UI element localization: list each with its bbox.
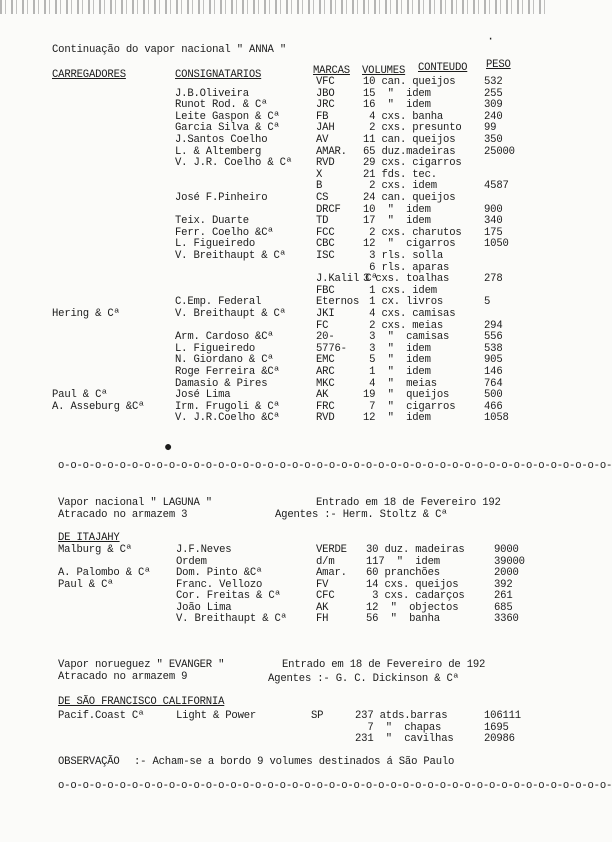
manifest-cell-c3: J.Kalil Cª — [316, 273, 378, 286]
manifest-cell-c4: 1 cx. livros — [363, 296, 444, 309]
col-header-volumes: VOLUMES — [362, 65, 406, 77]
manifest-cell-c3: FBC — [316, 284, 335, 297]
manifest-cell-c2: Garcia Silva & Cª — [175, 122, 280, 135]
laguna-agentes: Agentes :- Herm. Stoltz & Cª — [275, 509, 448, 521]
manifest-cell-c4: 5 " idem — [363, 354, 431, 367]
manifest-cell-c2: V. Breithaupt & Cª — [175, 250, 286, 262]
manifest-cell-c3: ISC — [316, 250, 335, 262]
manifest-cell-c1: A. Palombo & Cª — [58, 567, 151, 579]
manifest-cell-c2: Teix. Duarte — [175, 215, 249, 228]
manifest-cell-c3: JKI — [316, 308, 335, 320]
col-header-consignatarios: CONSIGNATARIOS — [175, 69, 262, 81]
manifest-cell-c4: 65 duz.madeiras — [363, 145, 456, 158]
manifest-cell-c3: DRCF — [316, 203, 341, 216]
manifest-cell-c5: 106111 — [484, 710, 521, 722]
manifest-cell-c4: 12 " idem — [363, 412, 431, 425]
manifest-cell-c4: 30 duz. madeiras — [366, 544, 465, 556]
manifest-cell-c2: Arm. Cardoso &Cª — [175, 331, 274, 344]
manifest-cell-c3: CBC — [316, 238, 335, 251]
manifest-cell-c5: 538 — [484, 342, 503, 355]
manifest-cell-c3: Amar. — [316, 567, 347, 579]
manifest-cell-c4: 7 " chapas — [355, 721, 442, 734]
manifest-cell-c3: TD — [316, 215, 329, 228]
manifest-cell-c1: Paul & Cª — [58, 578, 114, 591]
manifest-cell-c4: 6 rls. aparas — [363, 261, 450, 274]
manifest-cell-c4: 3 cxs. toalhas — [363, 273, 450, 286]
manifest-cell-c2: L. Figueiredo — [175, 342, 256, 355]
manifest-cell-c4: 4 " meias — [363, 377, 437, 390]
manifest-cell-c2: Dom. Pinto &Cª — [176, 567, 263, 579]
laguna-atracado: Atracado no armazem 3 — [58, 509, 188, 521]
manifest-cell-c4: 10 " idem — [363, 203, 431, 216]
manifest-cell-c5: 278 — [484, 273, 503, 286]
manifest-cell-c5: 556 — [484, 331, 503, 344]
manifest-cell-c4: 15 " idem — [363, 87, 431, 100]
page-title: Continuação do vapor nacional " ANNA " — [52, 44, 286, 56]
manifest-cell-c4: 60 pranchões — [366, 567, 440, 579]
manifest-cell-c3: VFC — [316, 76, 335, 88]
manifest-cell-c3: FH — [316, 613, 329, 625]
manifest-cell-c3: ARC — [316, 366, 335, 378]
manifest-cell-c4: 56 " banha — [366, 613, 440, 625]
manifest-cell-c3: RVD — [316, 157, 335, 170]
manifest-cell-c3: CS — [316, 192, 329, 204]
manifest-cell-c4: 1 " idem — [363, 366, 431, 378]
manifest-cell-c4: 24 can. queijos — [363, 192, 456, 204]
manifest-cell-c4: 2 cxs. charutos — [363, 226, 462, 239]
manifest-cell-c2: Ordem — [176, 555, 207, 568]
manifest-cell-c2: Franc. Vellozo — [176, 578, 263, 591]
manifest-cell-c5: 350 — [484, 134, 503, 146]
manifest-cell-c2: Irm. Frugoli & Cª — [175, 400, 280, 413]
manifest-cell-c4: 3 " idem — [363, 342, 431, 355]
manifest-cell-c3: SP — [311, 710, 324, 722]
scan-noise — [0, 0, 548, 14]
manifest-cell-c3: AMAR. — [316, 145, 347, 158]
manifest-cell-c3: VERDE — [316, 544, 347, 556]
manifest-cell-c5: 99 — [484, 122, 497, 135]
manifest-cell-c5: 9000 — [494, 544, 519, 556]
manifest-cell-c2: V. J.R.Coelho &Cª — [175, 412, 280, 425]
manifest-cell-c3: AK — [316, 601, 329, 614]
manifest-cell-c3: AK — [316, 389, 329, 402]
manifest-cell-c3: JBO — [316, 87, 335, 100]
manifest-cell-c3: JRC — [316, 99, 335, 112]
manifest-cell-c4: 12 " objectos — [366, 601, 459, 614]
manifest-cell-c4: 21 fds. tec. — [363, 168, 437, 181]
manifest-cell-c2: Ferr. Coelho &Cª — [175, 226, 274, 239]
laguna-entrada: Entrado em 18 de Fevereiro 192 — [316, 497, 501, 509]
manifest-cell-c3: MKC — [316, 377, 335, 390]
manifest-cell-c4: 1 cxs. idem — [363, 284, 437, 297]
manifest-cell-c5: 905 — [484, 354, 503, 367]
manifest-cell-c2: C.Emp. Federal — [175, 296, 262, 309]
col-header-peso: PESO — [486, 59, 511, 71]
manifest-cell-c5: 500 — [484, 389, 503, 402]
manifest-cell-c5: 146 — [484, 366, 503, 378]
laguna-title: Vapor nacional " LAGUNA " — [58, 497, 212, 509]
manifest-cell-c5: 1058 — [484, 412, 509, 425]
manifest-cell-c2: V. Breithaupt & Cª — [175, 308, 286, 320]
manifest-cell-c5: 2000 — [494, 567, 519, 579]
manifest-cell-c5: 5 — [484, 296, 491, 309]
manifest-cell-c4: 19 " queijos — [363, 389, 450, 402]
manifest-cell-c4: 10 can. queijos — [363, 76, 456, 88]
manifest-cell-c2: Light & Power — [176, 710, 257, 722]
manifest-cell-c2: J.F.Neves — [176, 544, 232, 556]
observacao-label: OBSERVAÇÃO — [58, 756, 120, 768]
evanger-title: Vapor norueguez " EVANGER " — [58, 659, 225, 671]
manifest-cell-c5: 685 — [494, 601, 513, 614]
separator-line: o-o-o-o-o-o-o-o-o-o-o-o-o-o-o-o-o-o-o-o-o-o-o-o-o-o-o-o-o-o-o-o-o-o-o-o-o-o-o-o-o-o-o-o-o- — [58, 460, 612, 472]
manifest-cell-c3: FC — [316, 319, 329, 332]
manifest-cell-c4: 237 atds.barras — [355, 710, 448, 722]
manifest-cell-c5: 255 — [484, 87, 503, 100]
manifest-cell-c4: 12 " cigarros — [363, 238, 456, 251]
manifest-cell-c2: J.B.Oliveira — [175, 87, 249, 100]
manifest-cell-c2: V. Breithaupt & Cª — [176, 613, 287, 625]
evanger-atracado: Atracado no armazem 9 — [58, 671, 188, 683]
manifest-cell-c2: Leite Gaspon & Cª — [175, 110, 280, 123]
manifest-cell-c5: 25000 — [484, 145, 515, 158]
manifest-cell-c5: 4587 — [484, 180, 509, 193]
manifest-cell-c4: 16 " idem — [363, 99, 431, 112]
manifest-cell-c1: Malburg & Cª — [58, 544, 132, 556]
manifest-cell-c5: 261 — [494, 590, 513, 602]
manifest-cell-c3: X — [316, 168, 323, 181]
manifest-cell-c3: 20- — [316, 331, 335, 344]
manifest-cell-c3: EMC — [316, 354, 335, 367]
manifest-cell-c5: 466 — [484, 400, 503, 413]
manifest-cell-c4: 117 " idem — [366, 555, 440, 568]
col-header-conteudo: CONTEUDO — [418, 62, 468, 74]
manifest-cell-c2: Runot Rod. & Cª — [175, 99, 268, 112]
manifest-cell-c2: José Lima — [175, 389, 231, 402]
col-header-carregadores: CARREGADORES — [52, 69, 126, 81]
manifest-cell-c1: A. Asseburg &Cª — [52, 400, 145, 413]
separator-line-bottom: o-o-o-o-o-o-o-o-o-o-o-o-o-o-o-o-o-o-o-o-o-o-o-o-o-o-o-o-o-o-o-o-o-o-o-o-o-o-o-o-o-o-o-o-o- — [58, 780, 612, 792]
ink-dot: ● — [164, 440, 173, 456]
manifest-cell-c5: 1695 — [484, 721, 509, 734]
manifest-cell-c5: 20986 — [484, 733, 515, 745]
manifest-cell-c5: 175 — [484, 226, 503, 239]
manifest-cell-c2: José F.Pinheiro — [175, 192, 268, 204]
manifest-cell-c2: J.Santos Coelho — [175, 134, 268, 146]
manifest-cell-c2: N. Giordano & Cª — [175, 354, 274, 367]
manifest-cell-c3: CFC — [316, 590, 335, 602]
manifest-cell-c5: 532 — [484, 76, 503, 88]
manifest-cell-c5: 309 — [484, 99, 503, 112]
manifest-cell-c2: L. & Altemberg — [175, 145, 262, 158]
manifest-cell-c5: 764 — [484, 377, 503, 390]
manifest-cell-c4: 29 cxs. cigarros — [363, 157, 462, 170]
evanger-entrada: Entrado em 18 de Fevereiro de 192 — [282, 659, 486, 671]
manifest-cell-c5: 240 — [484, 110, 503, 123]
manifest-cell-c4: 4 cxs. banha — [363, 110, 444, 123]
manifest-cell-c5: 3360 — [494, 613, 519, 625]
manifest-cell-c3: AV — [316, 134, 329, 146]
scan-speck: · — [487, 32, 495, 46]
manifest-cell-c2: Cor. Freitas & Cª — [176, 590, 281, 602]
manifest-cell-c4: 231 " cavilhas — [355, 733, 454, 745]
manifest-cell-c3: d/m — [316, 555, 335, 568]
manifest-cell-c3: FB — [316, 110, 329, 123]
evanger-origem: DE SÃO FRANCISCO CALIFORNIA — [58, 696, 225, 708]
manifest-cell-c4: 2 cxs. presunto — [363, 122, 462, 135]
manifest-cell-c3: Eternos — [316, 296, 360, 309]
manifest-cell-c5: 340 — [484, 215, 503, 228]
manifest-cell-c2: V. J.R. Coelho & Cª — [175, 157, 292, 170]
manifest-cell-c1: Paul & Cª — [52, 389, 108, 402]
manifest-cell-c2: João Lima — [176, 601, 232, 614]
manifest-cell-c4: 11 can. queijos — [363, 134, 456, 146]
manifest-cell-c4: 14 cxs. queijos — [366, 578, 459, 591]
evanger-agentes: Agentes :- G. C. Dickinson & Cª — [268, 673, 459, 685]
manifest-cell-c4: 4 cxs. camisas — [363, 308, 456, 320]
manifest-cell-c2: Roge Ferreira &Cª — [175, 366, 280, 378]
manifest-cell-c4: 3 " camisas — [363, 331, 450, 344]
manifest-cell-c5: 1050 — [484, 238, 509, 251]
manifest-cell-c5: 294 — [484, 319, 503, 332]
col-header-marcas: MARCAS — [313, 65, 350, 77]
manifest-cell-c3: FV — [316, 578, 329, 591]
manifest-cell-c4: 3 rls. solla — [363, 250, 444, 262]
manifest-cell-c1: Hering & Cª — [52, 308, 120, 320]
observacao-text: :- Acham-se a bordo 9 volumes destinados á São Paulo — [134, 756, 455, 768]
manifest-cell-c5: 392 — [494, 578, 513, 591]
manifest-cell-c4: 7 " cigarros — [363, 400, 456, 413]
manifest-cell-c4: 17 " idem — [363, 215, 431, 228]
manifest-cell-c5: 900 — [484, 203, 503, 216]
manifest-cell-c3: 5776- — [316, 342, 347, 355]
manifest-cell-c3: RVD — [316, 412, 335, 425]
manifest-cell-c5: 39000 — [494, 555, 525, 568]
manifest-cell-c4: 2 cxs. meias — [363, 319, 444, 332]
manifest-cell-c3: JAH — [316, 122, 335, 135]
manifest-cell-c2: Damasio & Pires — [175, 377, 268, 390]
manifest-cell-c4: 3 cxs. cadarços — [366, 590, 465, 602]
manifest-cell-c3: FRC — [316, 400, 335, 413]
manifest-cell-c2: L. Figueiredo — [175, 238, 256, 251]
manifest-cell-c4: 2 cxs. idem — [363, 180, 437, 193]
manifest-cell-c1: Pacif.Coast Cª — [58, 710, 145, 722]
laguna-origem: DE ITAJAHY — [58, 532, 120, 544]
manifest-cell-c3: B — [316, 180, 323, 193]
manifest-cell-c3: FCC — [316, 226, 335, 239]
